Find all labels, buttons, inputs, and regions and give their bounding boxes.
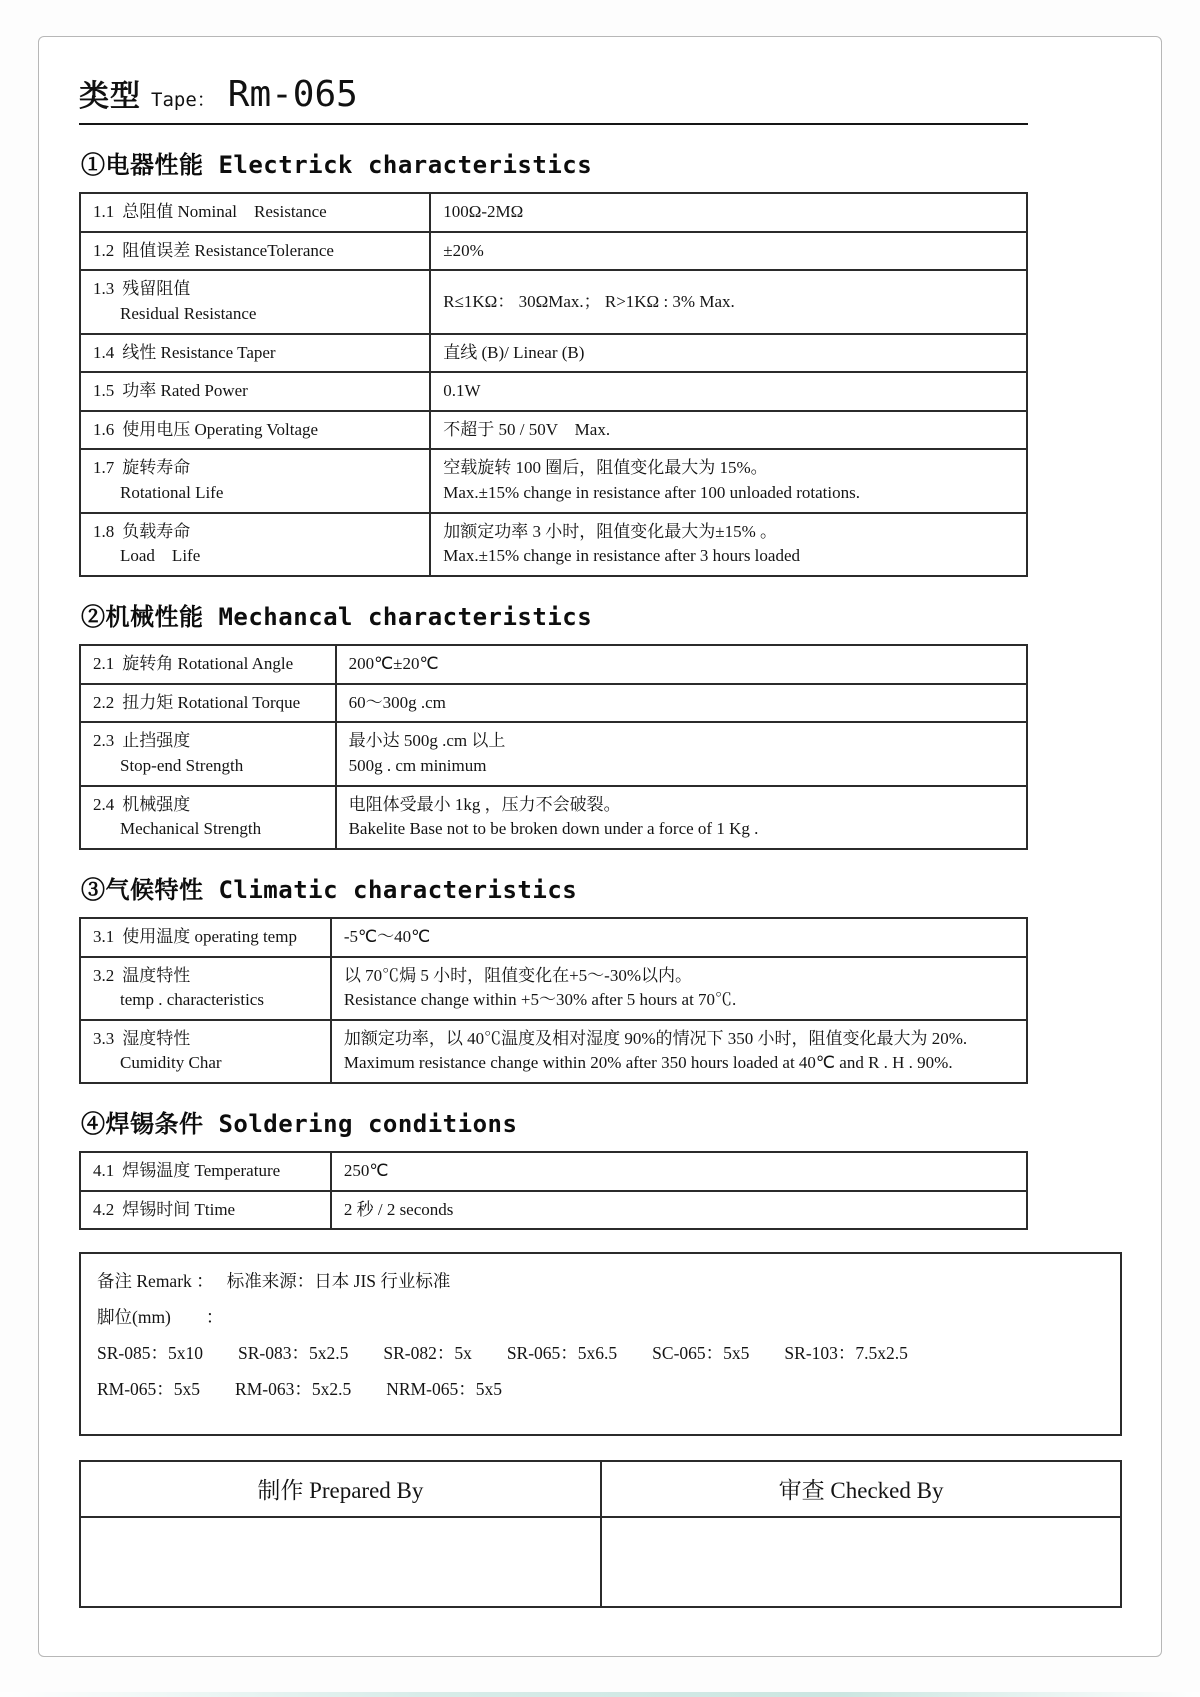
row-value: 以 70℃焗 5 小时，阻值变化在+5～-30%以内。 <box>343 965 693 985</box>
row-number: 3.2 <box>93 965 115 985</box>
row-label-en: Stop-end Strength <box>120 755 244 775</box>
spec-value-cell <box>430 232 1026 271</box>
spec-value-cell <box>331 1152 1027 1191</box>
row-label: 止挡强度 <box>122 731 191 751</box>
spec-label-cell <box>80 270 430 333</box>
row-label-en: temp . characteristics <box>120 990 264 1010</box>
row-number: 1.1 <box>93 202 115 221</box>
row-label: 总阻值 Nominal Resistance <box>122 202 327 221</box>
row-value-en: Resistance change within +5～30% after 5 hours at 70℃. <box>343 990 737 1010</box>
title-zh: 类型 <box>79 79 141 114</box>
table-row <box>80 449 1027 512</box>
row-number: 1.4 <box>93 342 115 362</box>
table-row <box>80 1020 1027 1083</box>
remark-line-models-2: RM-065：5x5 RM-063：5x2.5 NRM-065：5x5 <box>97 1379 502 1399</box>
section-heading-mechanical: ②机械性能 Mechancal characteristics <box>81 603 593 632</box>
table-row <box>80 411 1027 450</box>
spec-value-cell <box>336 786 1027 849</box>
title-underline <box>79 123 1028 125</box>
spec-label-cell <box>80 684 336 723</box>
spec-value-cell <box>336 684 1027 723</box>
row-value: 加额定功率 3 小时，阻值变化最大为±15% 。 <box>443 521 777 541</box>
table-row <box>80 684 1027 723</box>
row-label: 功率 Rated Power <box>122 381 248 401</box>
table-row <box>80 232 1027 271</box>
spec-value-cell <box>430 372 1026 411</box>
spec-label-cell <box>80 1152 331 1191</box>
soldering-conditions-table <box>79 1151 1028 1230</box>
row-label: 线性 Resistance Taper <box>122 342 276 362</box>
remark-line-source: 备注 Remark ： 标准来源：日本 JIS 行业标准 <box>97 1271 451 1292</box>
row-number: 1.7 <box>93 458 115 478</box>
section-heading-electrical: ①电器性能 Electrick characteristics <box>81 151 593 179</box>
row-value-en: Bakelite Base not to be broken down under a force of 1 Kg . <box>348 819 759 839</box>
row-value: -5℃～40℃ <box>343 926 431 946</box>
checked-by-signature-space <box>601 1517 1122 1607</box>
table-row <box>80 334 1027 373</box>
spec-label-cell <box>80 722 336 785</box>
row-value-en: 500g . cm minimum <box>348 755 487 775</box>
spec-label-cell <box>80 645 336 684</box>
row-number: 2.1 <box>93 654 115 674</box>
row-value: 直线 (B)/ Linear (B) <box>443 342 585 362</box>
spec-label-cell <box>80 193 430 232</box>
table-row <box>80 918 1027 957</box>
signoff-table <box>79 1460 1122 1608</box>
row-number: 1.3 <box>93 279 115 299</box>
remark-box <box>79 1252 1122 1436</box>
spec-label-cell <box>80 232 430 271</box>
table-row <box>80 722 1027 785</box>
spec-label-cell <box>80 372 430 411</box>
table-row <box>80 1191 1027 1230</box>
title-tape-label: Tape： <box>151 89 216 111</box>
table-row <box>80 270 1027 333</box>
row-value-en: Maximum resistance change within 20% after 350 hours loaded at 40℃ and R . H . 90%. <box>343 1053 953 1073</box>
spec-value-cell <box>430 449 1026 512</box>
row-value: 100Ω-2MΩ <box>443 202 524 221</box>
row-value: 加额定功率，以 40℃温度及相对湿度 90%的情况下 350 小时，阻值变化最大为 20%. <box>343 1028 968 1048</box>
spec-value-cell <box>430 334 1026 373</box>
row-value: 0.1W <box>443 381 481 401</box>
row-number: 4.2 <box>93 1199 115 1219</box>
spec-value-cell <box>331 1191 1027 1230</box>
section-heading-soldering: ④焊锡条件 Soldering conditions <box>81 1110 518 1139</box>
row-label: 旋转角 Rotational Angle <box>122 654 294 674</box>
row-value: 不超于 50 / 50V Max. <box>443 419 611 439</box>
spec-value-cell <box>430 411 1026 450</box>
row-label: 扭力矩 Rotational Torque <box>122 692 301 712</box>
row-label: 阻值误差 ResistanceTolerance <box>122 240 334 260</box>
row-label: 机械强度 <box>122 794 191 814</box>
remark-line-models-1: SR-085：5x10 SR-083：5x2.5 SR-082：5x SR-065：5x6.5 SC-065：5x5 SR-103：7.5x2.5 <box>97 1343 908 1364</box>
remark-line-pinout-label: 脚位(mm) ： <box>97 1307 224 1328</box>
table-row <box>80 1152 1027 1191</box>
row-value: 2 秒 / 2 seconds <box>343 1199 454 1219</box>
spec-label-cell <box>80 918 331 957</box>
row-number: 3.1 <box>93 926 115 946</box>
spec-value-cell <box>430 193 1026 232</box>
spec-value-cell <box>430 270 1026 333</box>
row-value: 60～300g .cm <box>348 692 446 712</box>
spec-label-cell <box>80 1191 331 1230</box>
spec-value-cell <box>430 513 1026 576</box>
signoff-header-row <box>80 1461 1121 1517</box>
spec-label-cell <box>80 411 430 450</box>
table-row <box>80 786 1027 849</box>
table-row <box>80 193 1027 232</box>
spec-label-cell <box>80 334 430 373</box>
signoff-blank-row <box>80 1517 1121 1607</box>
spec-label-cell <box>80 786 336 849</box>
row-label-en: Residual Resistance <box>120 303 257 323</box>
row-number: 1.8 <box>93 521 115 541</box>
row-value-en: Max.±15% change in resistance after 100 unloaded rotations. <box>443 483 860 503</box>
row-label: 负载寿命 <box>122 521 191 541</box>
row-label: 湿度特性 <box>122 1028 191 1048</box>
row-value: R≤1KΩ： 30ΩMax.； R>1KΩ : 3% Max. <box>443 291 735 311</box>
row-number: 3.3 <box>93 1028 115 1048</box>
row-label-en: Mechanical Strength <box>120 819 262 839</box>
row-number: 1.2 <box>93 240 115 260</box>
row-value: 电阻体受最小 1kg ，压力不会破裂。 <box>348 794 621 814</box>
document-title <box>79 71 1133 125</box>
checked-by-cell: 审查 Checked By <box>601 1461 1122 1517</box>
spec-label-cell <box>80 513 430 576</box>
table-row <box>80 957 1027 1020</box>
document-page <box>38 36 1162 1657</box>
spec-value-cell <box>336 645 1027 684</box>
row-label: 焊锡时间 Ttime <box>122 1199 236 1219</box>
row-number: 4.1 <box>93 1161 115 1181</box>
row-number: 1.5 <box>93 381 115 401</box>
row-value: ±20% <box>443 240 484 260</box>
row-label-en: Cumidity Char <box>120 1053 222 1073</box>
row-value: 250℃ <box>343 1161 389 1181</box>
row-value: 200℃±20℃ <box>348 654 439 674</box>
row-label-en: Rotational Life <box>120 483 224 503</box>
spec-value-cell <box>331 918 1027 957</box>
table-row <box>80 645 1027 684</box>
spec-value-cell <box>331 1020 1027 1083</box>
row-number: 2.3 <box>93 731 115 751</box>
row-label: 使用电压 Operating Voltage <box>122 419 319 439</box>
row-value: 空载旋转 100 圈后，阻值变化最大为 15%。 <box>443 458 768 478</box>
spec-label-cell <box>80 957 331 1020</box>
row-number: 1.6 <box>93 419 115 439</box>
prepared-by-cell: 制作 Prepared By <box>80 1461 601 1517</box>
spec-value-cell <box>331 957 1027 1020</box>
row-label: 使用温度 operating temp <box>122 926 297 946</box>
row-label-en: Load Life <box>120 546 201 566</box>
spec-value-cell <box>336 722 1027 785</box>
climatic-characteristics-table <box>79 917 1028 1084</box>
table-row <box>80 513 1027 576</box>
row-label: 旋转寿命 <box>122 458 191 478</box>
prepared-by-signature-space <box>80 1517 601 1607</box>
row-label: 温度特性 <box>122 965 191 985</box>
spec-label-cell <box>80 1020 331 1083</box>
section-heading-climatic: ③气候特性 Climatic characteristics <box>81 875 578 904</box>
row-number: 2.2 <box>93 692 115 712</box>
table-row <box>80 372 1027 411</box>
row-label: 残留阻值 <box>122 279 191 299</box>
electrical-characteristics-table <box>79 192 1028 577</box>
row-number: 2.4 <box>93 794 115 814</box>
title-model: Rm-065 <box>227 74 358 115</box>
row-label: 焊锡温度 Temperature <box>122 1161 281 1181</box>
spec-label-cell <box>80 449 430 512</box>
row-value: 最小达 500g .cm 以上 <box>348 731 506 751</box>
mechanical-characteristics-table <box>79 644 1028 850</box>
scan-edge-artifact <box>0 1692 1200 1697</box>
row-value-en: Max.±15% change in resistance after 3 hours loaded <box>443 546 800 566</box>
